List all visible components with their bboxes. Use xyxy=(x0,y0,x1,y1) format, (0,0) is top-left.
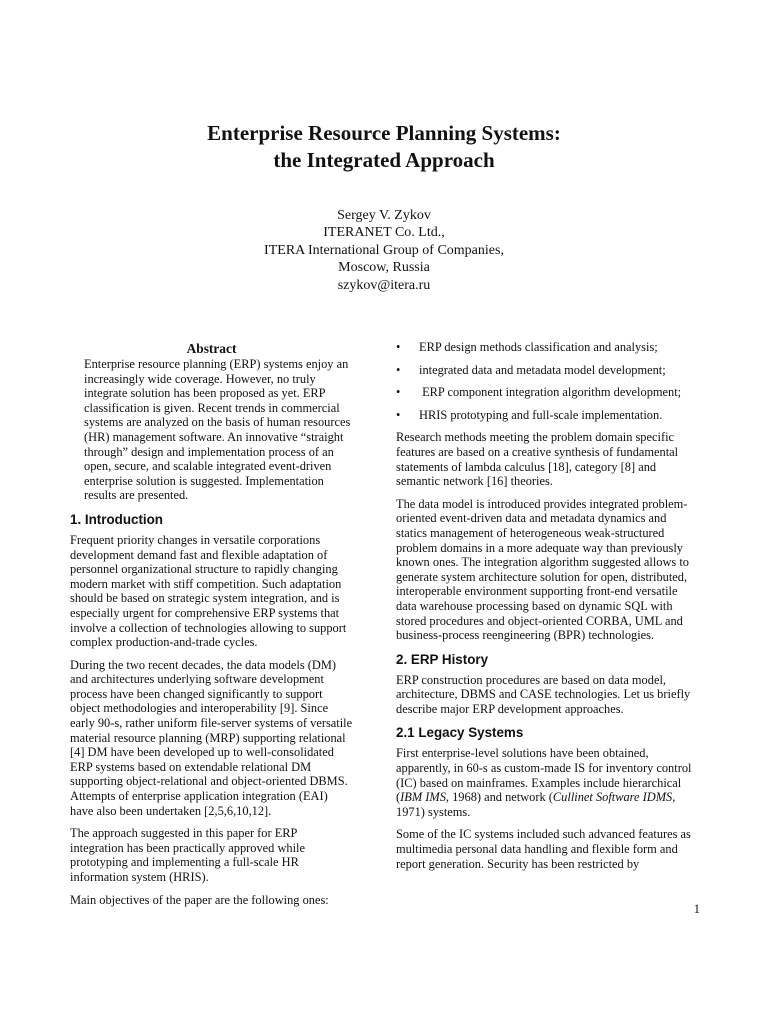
author-block xyxy=(0,207,768,294)
page-number: 1 xyxy=(693,902,700,916)
methods-paragraph: Research methods meeting the problem domain specific features are based on a creative synthesis of fundamental statements of lambda calculus [18], category [8] and semantic network [16] theories. xyxy=(396,430,679,489)
objectives-list xyxy=(396,340,696,422)
objective-text: HRIS prototyping and full-scale implementation. xyxy=(419,407,663,422)
idms-citation: Cullinet Software IDMS xyxy=(552,790,673,805)
objective-text: ERP design methods classification and analysis; xyxy=(419,340,658,354)
legacy-text-c: , 1971) systems. xyxy=(396,790,676,819)
legacy-systems-paragraph-2: Some of the IC systems included such advanced features as multimedia personal data handling and flexible form and report generation. Security has been restricted by xyxy=(396,827,691,871)
legacy-text-a: First enterprise-level solutions have been obtained, apparently, in 60-s as custom-made IS for inventory control (IC) based on mainframes. Examples include hierarchical ( xyxy=(396,746,692,805)
objective-text: ERP component integration algorithm development; xyxy=(419,385,682,400)
legacy-text-b: , 1968) and network ( xyxy=(445,790,553,805)
objective-text: integrated data and metadata model development; xyxy=(419,362,666,377)
bullet-icon: • xyxy=(396,385,401,400)
abstract-heading: Abstract xyxy=(186,341,237,356)
right-column xyxy=(396,340,696,879)
author-affiliation-1: ITERANET Co. Ltd., xyxy=(323,225,445,241)
author-location: Moscow, Russia xyxy=(338,260,430,276)
title-line-2: the Integrated Approach xyxy=(273,148,495,172)
author-email: szykov@itera.ru xyxy=(337,277,431,293)
ims-citation: IBM IMS xyxy=(400,790,446,805)
list-item xyxy=(396,408,696,423)
paper-title xyxy=(0,120,768,174)
legacy-systems-paragraph-1 xyxy=(396,746,696,819)
legacy-systems-heading: 2.1 Legacy Systems xyxy=(396,725,524,741)
data-model-paragraph: The data model is introduced provides integrated problem-oriented event-driven data and metadata dynamics and statics management of heterogeneous weak-structured problem domains in a more adequate way than previously known ones. The integration algorithm suggested allows to generate system architecture solution for open, distributed, interoperable environment supporting front-end versatile data warehouse processing based on dynamic SQL with stored procedures and object-oriented CORBA, UML and business-process reengineering (BPR) technologies. xyxy=(396,496,689,643)
abstract-text: Enterprise resource planning (ERP) systems enjoy an increasingly wide coverage. However, no truly integrate solution has been proposed as yet. ERP classification is given. Recent trends in commercial systems are analyzed on the basis of human resources (HR) management software. An innovative “straight through” design and implementation process of an open, secure, and scalable integrated event-driven enterprise solution is suggested. Implementation results are presented. xyxy=(84,357,351,503)
list-item xyxy=(396,340,696,355)
list-item xyxy=(396,363,696,378)
list-item xyxy=(396,385,696,400)
left-column xyxy=(70,340,353,915)
author-name: Sergey V. Zykov xyxy=(337,208,431,223)
title-line-1: Enterprise Resource Planning Systems: xyxy=(207,121,561,145)
introduction-paragraph-2: During the two recent decades, the data models (DM) and architectures underlying software development process have been changed significantly to support object methodologies and interoperability [9]. Since early 90-s, rather uniform file-server systems of versatile material resource planning (MRP) supporting relational [4] DM have been developed up to well-consolidated ERP systems based on extendable relational DM supporting object-relational and object-oriented DBMS. Attempts of enterprise application integration (EAI) have also been undertaken [2,5,6,10,12]. xyxy=(70,657,353,818)
bullet-icon: • xyxy=(396,362,401,377)
introduction-paragraph-4: Main objectives of the paper are the following ones: xyxy=(70,892,329,907)
introduction-paragraph-1: Frequent priority changes in versatile corporations development demand fast and flexible adaptation of personnel organizational structure to rapidly changing modern market with stiff competition. Such adaptation should be based on strategic system integration, and is especially urgent for comprehensive ERP systems that involve a collection of technologies allowing to support complex production-and-trade cycles. xyxy=(70,532,347,650)
erp-history-heading: 2. ERP History xyxy=(396,651,489,667)
author-affiliation-2: ITERA International Group of Companies, xyxy=(264,242,504,258)
introduction-paragraph-3: The approach suggested in this paper for ERP integration has been practically approved while prototyping and implementing a full-scale HR information system (HRIS). xyxy=(70,826,305,884)
bullet-icon: • xyxy=(396,340,401,354)
bullet-icon: • xyxy=(396,407,401,422)
introduction-heading: 1. Introduction xyxy=(70,511,163,527)
erp-history-paragraph: ERP construction procedures are based on data model, architecture, DBMS and CASE technologies. Let us briefly describe major ERP development approaches. xyxy=(396,672,691,716)
